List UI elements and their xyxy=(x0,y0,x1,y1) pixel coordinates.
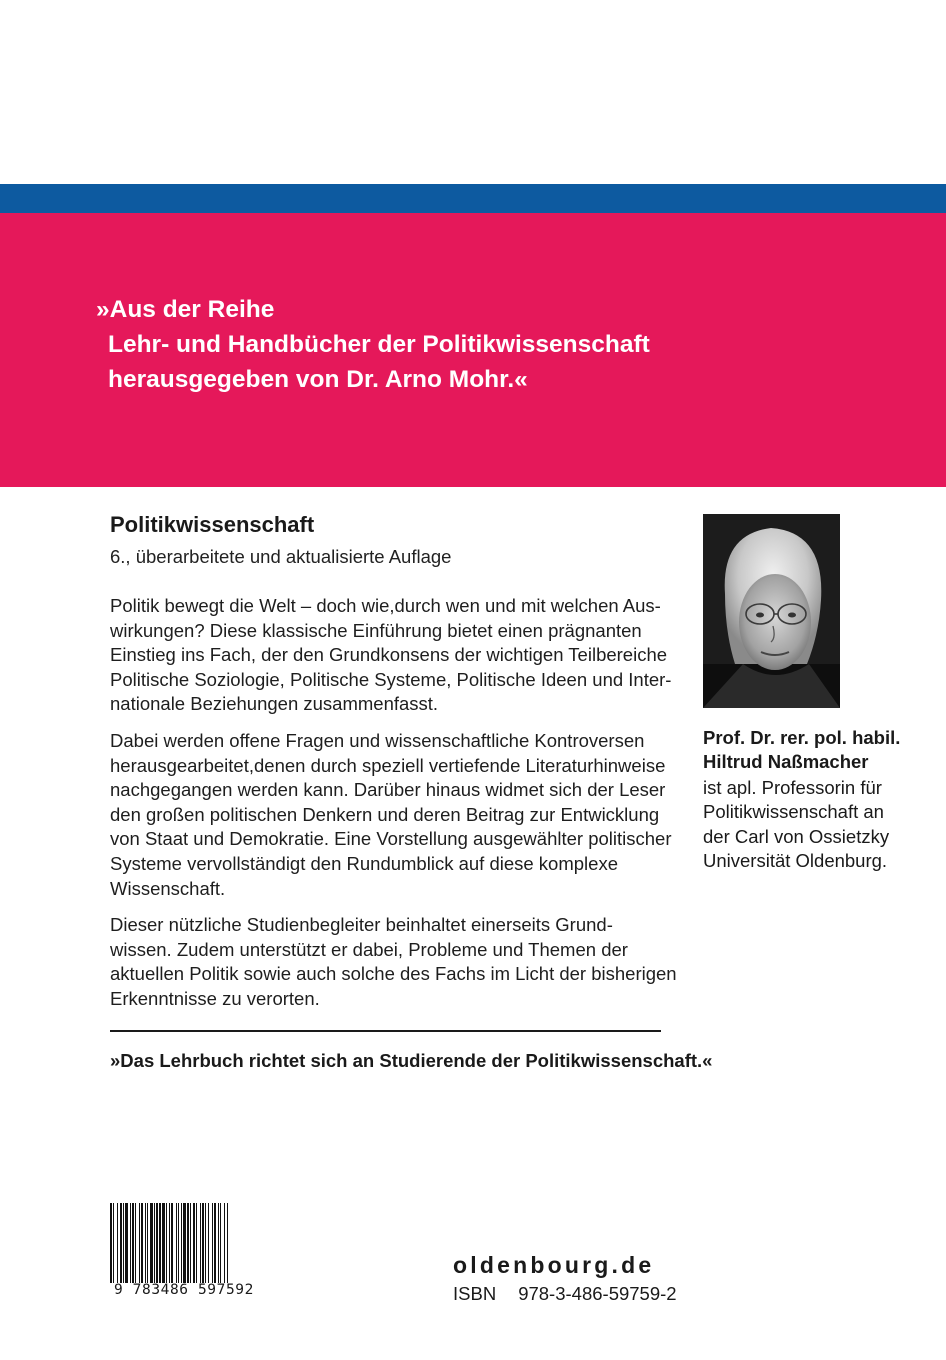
blurb-line: nationale Beziehungen zusammenfasst. xyxy=(110,693,439,715)
blurb-line: wirkungen? Diese klassische Einführung bietet einen prägnanten xyxy=(110,619,642,641)
barcode-bar xyxy=(110,1203,112,1283)
barcode-bar xyxy=(218,1203,219,1283)
barcode-bar xyxy=(176,1203,177,1283)
edition: 6., überarbeitete und aktualisierte Auflage xyxy=(110,546,452,567)
isbn-number: 978-3-486-59759-2 xyxy=(518,1283,677,1304)
barcode-bar xyxy=(190,1203,191,1283)
barcode-bar xyxy=(227,1203,228,1283)
barcode-bar xyxy=(130,1203,131,1283)
barcode-bar xyxy=(156,1203,158,1283)
author-name-line: Prof. Dr. rer. pol. habil. xyxy=(703,727,901,748)
barcode-bar xyxy=(120,1203,122,1283)
author-name-line: Hiltrud Naßmacher xyxy=(703,751,869,772)
blurb-line: Dabei werden offene Fragen und wissenschaftliche Kontroversen xyxy=(110,729,645,751)
barcode-bar xyxy=(162,1203,165,1283)
barcode-bar xyxy=(154,1203,155,1283)
blurb-line: von Staat und Demokratie. Eine Vorstellung ausgewählter politischer xyxy=(110,828,672,850)
book-title: Politikwissenschaft xyxy=(110,512,315,537)
author-bio-line: der Carl von Ossietzky xyxy=(703,825,890,847)
barcode-bar xyxy=(147,1203,148,1283)
blurb-line: Systeme vervollständigt den Rundumblick auf diese komplexe xyxy=(110,852,618,874)
author-bio-line: ist apl. Professorin für xyxy=(703,777,882,798)
barcode-bar xyxy=(113,1203,114,1283)
isbn xyxy=(453,1283,677,1305)
barcode-bar xyxy=(200,1203,201,1283)
barcode-bar xyxy=(187,1203,189,1283)
barcode-bar xyxy=(181,1203,182,1283)
blurb-line: Dieser nützliche Studienbegleiter beinhaltet einerseits Grund- xyxy=(110,914,613,936)
blurb-line: Politik bewegt die Welt – doch wie,durch wen und mit welchen Aus- xyxy=(110,595,661,616)
barcode-bar xyxy=(123,1203,124,1283)
barcode-bars xyxy=(110,1203,272,1283)
author-portrait-image xyxy=(703,514,840,708)
author-name xyxy=(703,726,900,774)
blurb-line: den großen politischen Denkern und deren Beitrag zur Entwicklung xyxy=(110,803,660,825)
barcode-bar xyxy=(150,1203,153,1283)
author-photo xyxy=(703,514,840,708)
barcode-bar xyxy=(196,1203,197,1283)
blurb-paragraph xyxy=(110,594,672,717)
blurb-paragraph xyxy=(110,913,677,1011)
barcode-bar xyxy=(214,1203,216,1283)
blurb-line: Einstieg ins Fach, der den Grundkonsens der wichtigen Teilbereiche xyxy=(110,644,668,666)
barcode-bar xyxy=(212,1203,213,1283)
divider xyxy=(110,1030,661,1032)
barcode-bar xyxy=(166,1203,167,1283)
barcode-bar xyxy=(220,1203,221,1283)
barcode-bar xyxy=(224,1203,225,1283)
isbn-label: ISBN xyxy=(453,1283,497,1304)
author-bio-line: Politikwissenschaft an xyxy=(703,801,884,823)
publisher-website[interactable]: oldenbourg.de xyxy=(453,1252,655,1278)
series-line: herausgegeben von Dr. Arno Mohr.« xyxy=(108,366,528,393)
blurb-line: Politische Soziologie, Politische Systeme, Politische Ideen und Inter- xyxy=(110,668,672,690)
barcode-bar xyxy=(139,1203,140,1283)
barcode-bar xyxy=(178,1203,179,1283)
author-bio-line: Universität Oldenburg. xyxy=(703,849,888,871)
blurb-line: wissen. Zudem unterstützt er dabei, Probleme und Themen der xyxy=(110,938,628,960)
blurb-line: Wissenschaft. xyxy=(110,877,226,899)
barcode-bar xyxy=(202,1203,204,1283)
audience-statement: »Das Lehrbuch richtet sich an Studierende der Politikwissenschaft.« xyxy=(110,1050,713,1071)
series-line: Lehr- und Handbücher der Politikwissenschaft xyxy=(108,331,650,358)
blurb xyxy=(110,594,677,1024)
series-info xyxy=(96,292,650,397)
barcode-bar xyxy=(117,1203,118,1283)
barcode-bar xyxy=(141,1203,143,1283)
barcode-bar xyxy=(159,1203,161,1283)
barcode-bar xyxy=(125,1203,128,1283)
series-line: »Aus der Reihe xyxy=(96,296,275,323)
barcode-digits: 9 783486 597592 xyxy=(114,1282,254,1298)
blurb-line: nachgegangen werden kann. Darüber hinaus widmet sich der Leser xyxy=(110,779,666,801)
barcode-bar xyxy=(135,1203,136,1283)
barcode-bar xyxy=(169,1203,170,1283)
barcode-bar xyxy=(171,1203,173,1283)
barcode-bar xyxy=(132,1203,134,1283)
blurb-line: aktuellen Politik sowie auch solche des Fachs im Licht der bisherigen xyxy=(110,963,677,985)
barcode-bar xyxy=(208,1203,209,1283)
barcode-bar xyxy=(145,1203,146,1283)
blue-band xyxy=(0,184,946,213)
barcode-bar xyxy=(205,1203,206,1283)
barcode-bar xyxy=(193,1203,195,1283)
barcode-bar xyxy=(183,1203,186,1283)
author-bio xyxy=(703,776,889,873)
blurb-line: Erkenntnisse zu verorten. xyxy=(110,987,320,1009)
blurb-line: herausgearbeitet,denen durch speziell vertiefende Literaturhinweise xyxy=(110,754,666,776)
blurb-paragraph xyxy=(110,729,672,901)
